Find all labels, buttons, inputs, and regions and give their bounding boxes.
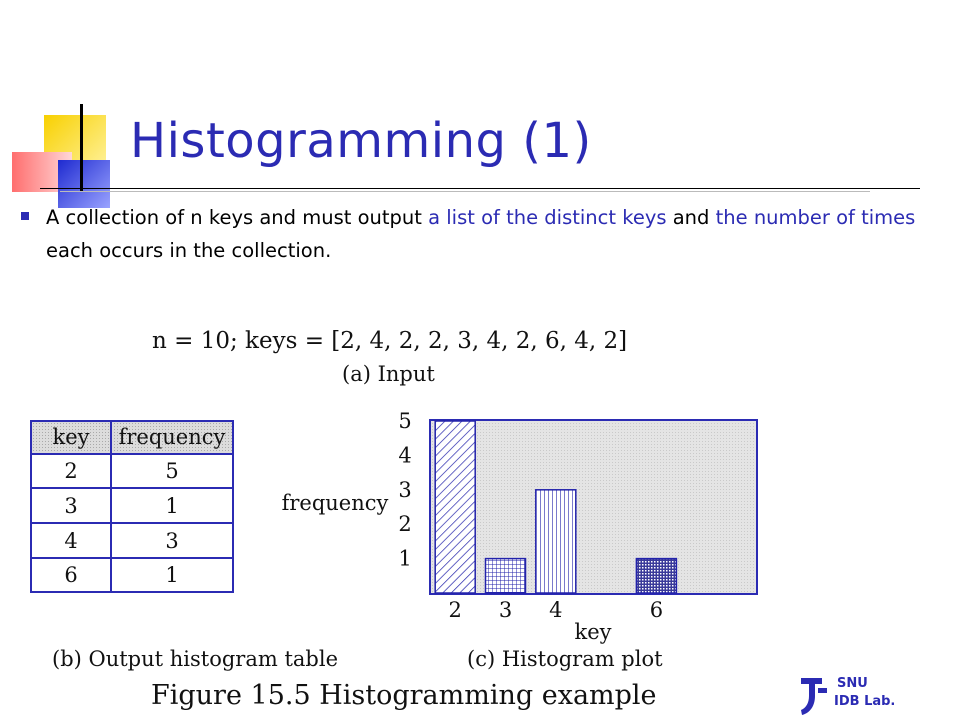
logo-line2: IDB Lab. [834, 694, 896, 709]
input-caption: (a) Input [342, 362, 435, 386]
x-axis-label: key [574, 620, 612, 644]
table-header-key: key [52, 425, 90, 449]
y-tick-labels [398, 409, 411, 571]
table-cell: 5 [165, 459, 179, 483]
table-cell: 3 [64, 494, 78, 518]
plot-area [430, 420, 757, 594]
snu-logo-icon [798, 676, 828, 716]
histogram-bar-key-3 [486, 559, 526, 593]
bullet-highlight-distinct-keys: a list of the distinct keys [428, 206, 667, 229]
x-tick-label: 2 [448, 598, 462, 622]
y-tick-label: 3 [398, 477, 412, 502]
histogram-bar-key-4 [536, 490, 576, 593]
histogram-bar-key-6 [636, 559, 676, 593]
bullet-text-part1: A collection of n keys and must output [46, 206, 429, 229]
table-cell: 3 [165, 529, 179, 553]
histogram-bar-key-2 [435, 421, 475, 593]
table-cell: 6 [64, 563, 78, 587]
table-cell: 2 [64, 459, 78, 483]
y-tick-label: 2 [398, 512, 412, 537]
y-tick-label: 4 [398, 443, 412, 468]
x-tick-label: 4 [549, 598, 563, 622]
y-axis-label: frequency [281, 491, 389, 515]
slide-title: Histogramming (1) [130, 113, 592, 169]
table-caption: (b) Output histogram table [52, 647, 339, 671]
bullet-highlight-number-of-times: the number of times [715, 206, 916, 229]
figure-caption: Figure 15.5 Histogramming example [151, 680, 657, 711]
x-tick-labels [449, 598, 664, 622]
input-text: n = 10; keys = [2, 4, 2, 2, 3, 4, 2, 6, 4, 2] [152, 328, 628, 354]
plot-caption: (c) Histogram plot [467, 647, 663, 671]
y-tick-label: 5 [398, 409, 412, 433]
histogram-table [31, 421, 233, 592]
table-cell: 1 [165, 494, 179, 518]
x-tick-label: 6 [649, 598, 664, 622]
table-cell: 1 [165, 563, 179, 587]
bullet-text-part3: each occurs in the collection. [46, 239, 332, 262]
x-tick-label: 3 [498, 598, 513, 622]
snu-logo-text [834, 675, 895, 711]
y-tick-label: 1 [398, 546, 412, 571]
histogram-plot [282, 409, 757, 644]
logo-line1: SNU [837, 676, 868, 691]
bullet-text-part2: and [666, 206, 716, 229]
table-cell: 4 [64, 529, 78, 553]
table-header-frequency: frequency [118, 425, 226, 449]
